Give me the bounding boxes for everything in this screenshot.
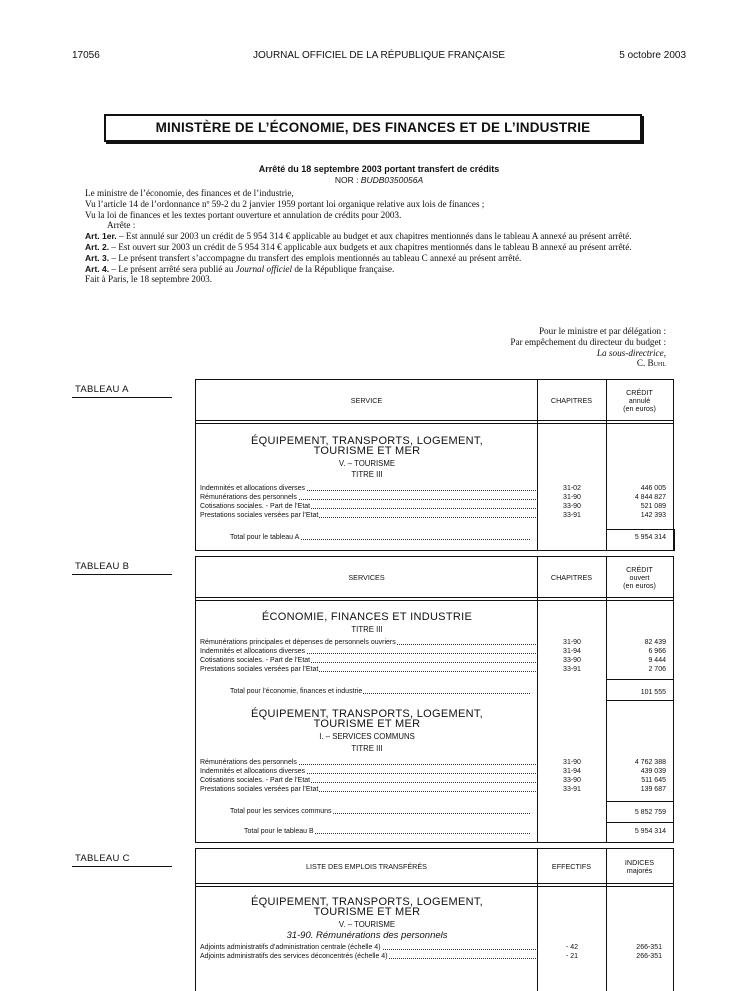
header-divider xyxy=(196,883,673,884)
tableau-b-label: TABLEAU B xyxy=(75,561,130,572)
header-effectifs: EFFECTIFS xyxy=(551,862,592,871)
subtotal-value: 101 555 xyxy=(640,689,666,696)
table-row: Cotisations sociales. - Part de l’Etat xyxy=(200,656,538,665)
amount-cell: 521 089 xyxy=(640,503,666,510)
chapitre-cell: 31-94 xyxy=(563,648,581,655)
table-row: Indemnités et allocations diverses xyxy=(200,484,538,493)
article-text: – Est annulé sur 2003 un crédit de 5 954 314 € applicable au budget et aux chapitres mentionnés dans le tableau A annexé au présent arrêté. xyxy=(116,231,632,242)
signature-block xyxy=(510,326,666,369)
chapitre-cell: 33-90 xyxy=(563,777,581,784)
titre-label: TITRE III xyxy=(351,470,383,479)
journal-title: JOURNAL OFFICIEL DE LA RÉPUBLIQUE FRANÇAISE xyxy=(252,50,506,61)
header-divider xyxy=(196,423,673,424)
article-1 xyxy=(73,231,683,242)
signature-line: La sous-directrice, xyxy=(596,347,666,358)
arrete-title: Arrêté du 18 septembre 2003 portant transfert de crédits xyxy=(258,164,500,174)
article-text: – Le présent transfert s’accompagne du transfert des emplois mentionnés au tableau C annexé au présent arrêté. xyxy=(109,252,522,263)
nor-line xyxy=(72,175,686,185)
article-text: de la République française. xyxy=(292,263,395,274)
header-service: SERVICE xyxy=(350,396,383,405)
subsection-title: I. – SERVICES COMMUNS xyxy=(319,732,415,741)
article-label: Art. 4. xyxy=(85,263,110,274)
table-row: Cotisations sociales. - Part de l’Etat xyxy=(200,502,538,511)
chapitre-cell: 31-90 xyxy=(563,494,581,501)
arrete-body xyxy=(85,188,683,285)
section-title: TOURISME ET MER xyxy=(313,718,421,730)
chapitre-cell: 31-02 xyxy=(563,485,581,492)
tableau-c-label: TABLEAU C xyxy=(75,853,130,864)
header-chapitres: CHAPITRES xyxy=(550,573,593,582)
header-credit xyxy=(606,566,673,590)
table-row: Rémunérations des personnels xyxy=(200,493,538,502)
subsection-title: V. – TOURISME xyxy=(338,459,396,468)
header-credit-line: (en euros) xyxy=(623,581,656,590)
divider xyxy=(72,397,172,398)
header-divider xyxy=(196,600,673,601)
titre-label: TITRE III xyxy=(351,625,383,634)
article-2 xyxy=(73,242,683,253)
header-credit xyxy=(606,389,673,413)
header-credit-line: ouvert xyxy=(629,573,650,582)
chapter-line: 31-90. Rémunérations des personnels xyxy=(286,930,448,941)
table-row: Prestations sociales versées par l’Etat xyxy=(200,511,538,520)
header-divider xyxy=(196,420,673,421)
chapitre-cell: 31-90 xyxy=(563,639,581,646)
article-label: Art. 2. xyxy=(85,241,110,252)
tableau-a-label: TABLEAU A xyxy=(75,384,129,395)
preamble-line: Vu l’article 14 de l’ordonnance nº 59-2 du 2 janvier 1959 portant loi organique relative aux lois de finances ; xyxy=(85,198,485,209)
tableau-a xyxy=(195,379,674,551)
publication-date: 5 octobre 2003 xyxy=(619,50,686,61)
article-text: – Est ouvert sur 2003 un crédit de 5 954 314 € applicable aux budgets et aux chapitres mentionnés dans le tableau B annexé au présent arrêté. xyxy=(109,241,632,252)
table-row: Indemnités et allocations diverses xyxy=(200,767,538,776)
tableau-c xyxy=(195,848,674,991)
chapitre-cell: 33-90 xyxy=(563,503,581,510)
header-credit-line: CRÉDIT xyxy=(626,565,653,574)
article-label: Art. 3. xyxy=(85,252,110,263)
effectif-cell: - 42 xyxy=(565,944,579,951)
header-divider xyxy=(196,597,673,598)
article-text: – Le présent arrêté sera publié au xyxy=(109,263,236,274)
table-row: Adjoints administratifs des services déconcentrés (échelle 4) xyxy=(200,952,538,961)
table-row: Cotisations sociales. - Part de l’Etat xyxy=(200,776,538,785)
header-indices xyxy=(606,859,673,875)
signature-line: Par empêchement du directeur du budget : xyxy=(510,336,666,347)
effectif-cell: - 21 xyxy=(565,953,579,960)
indices-cell: 266-351 xyxy=(636,944,662,951)
article-3 xyxy=(85,253,683,264)
table-row: Indemnités et allocations diverses xyxy=(200,647,538,656)
amount-cell: 142 393 xyxy=(640,512,666,519)
amount-cell: 9 444 xyxy=(648,657,666,664)
amount-cell: 2 706 xyxy=(648,666,666,673)
ministry-banner xyxy=(104,114,642,142)
subsection-title: V. – TOURISME xyxy=(338,920,396,929)
header-credit-line: CRÉDIT xyxy=(626,388,653,397)
section-title: TOURISME ET MER xyxy=(313,445,421,457)
section-title: ÉCONOMIE, FINANCES ET INDUSTRIE xyxy=(261,611,473,623)
header-divider xyxy=(196,886,673,887)
total-row: Total pour le tableau B xyxy=(244,827,530,836)
amount-cell: 446 005 xyxy=(640,485,666,492)
header-indices-line: majorés xyxy=(626,866,653,875)
signature-line: Pour le ministre et par délégation : xyxy=(538,326,666,336)
subtotal-value: 5 852 759 xyxy=(634,809,666,816)
amount-cell: 4 844 827 xyxy=(634,494,666,501)
section-title: TOURISME ET MER xyxy=(313,906,421,918)
table-row: Rémunérations principales et dépenses de personnels ouvriers xyxy=(200,638,538,647)
nor-label: NOR : xyxy=(334,175,361,185)
divider xyxy=(72,866,172,867)
table-row: Prestations sociales versées par l’Etat xyxy=(200,785,538,794)
table-row: Rémunérations des personnels xyxy=(200,758,538,767)
done-at: Fait à Paris, le 18 septembre 2003. xyxy=(85,274,213,285)
article-label: Art. 1er. xyxy=(85,231,117,242)
nor-code: BUDB0350056A xyxy=(360,175,424,185)
amount-cell: 82 439 xyxy=(644,639,666,646)
article-text-italic: Journal officiel xyxy=(235,263,293,274)
header-chapitres: CHAPITRES xyxy=(550,396,593,405)
chapitre-cell: 31-94 xyxy=(563,768,581,775)
chapitre-cell: 33-91 xyxy=(563,666,581,673)
chapitre-cell: 33-91 xyxy=(563,786,581,793)
subtotal-row: Total pour l’économie, finances et industrie xyxy=(230,687,530,696)
header-credit-line: annulé xyxy=(628,396,651,405)
section-title: ÉQUIPEMENT, TRANSPORTS, LOGEMENT, xyxy=(251,708,483,720)
amount-cell: 511 645 xyxy=(641,777,666,784)
preamble-line: Le ministre de l’économie, des finances et de l’industrie, xyxy=(85,188,294,198)
subtotal-row: Total pour les services communs xyxy=(230,807,530,816)
page-number: 17056 xyxy=(72,50,100,61)
table-row: Adjoints administratifs d’administration centrale (échelle 4) xyxy=(200,943,538,952)
page-header xyxy=(72,50,686,64)
amount-cell: 439 039 xyxy=(640,768,666,775)
chapitre-cell: 33-91 xyxy=(563,512,581,519)
signatory-name: C. Buhl xyxy=(636,358,666,369)
amount-cell: 4 762 388 xyxy=(634,759,666,766)
ministry-title: MINISTÈRE DE L’ÉCONOMIE, DES FINANCES ET DE L’INDUSTRIE xyxy=(155,120,591,135)
total-value: 5 954 314 xyxy=(634,534,666,541)
total-value: 5 954 314 xyxy=(634,828,666,835)
preamble-line: Vu la loi de finances et les textes portant ouverture et annulation de crédits pour 2003. xyxy=(85,209,402,220)
header-credit-line: (en euros) xyxy=(623,404,656,413)
table-row: Prestations sociales versées par l’Etat xyxy=(200,665,538,674)
chapitre-cell: 33-90 xyxy=(563,657,581,664)
header-services: SERVICES xyxy=(348,573,385,582)
header-liste: LISTE DES EMPLOIS TRANSFÉRÉS xyxy=(306,862,427,871)
total-row: Total pour le tableau A xyxy=(230,533,530,542)
indices-cell: 266-351 xyxy=(636,953,662,960)
article-4 xyxy=(85,264,683,275)
amount-cell: 6 966 xyxy=(648,648,666,655)
tableau-b xyxy=(195,556,674,843)
arrete-keyword: Arrête : xyxy=(107,220,136,231)
titre-label: TITRE III xyxy=(351,744,383,753)
section-title: ÉQUIPEMENT, TRANSPORTS, LOGEMENT, xyxy=(251,435,483,447)
section-title: ÉQUIPEMENT, TRANSPORTS, LOGEMENT, xyxy=(251,896,483,908)
header-indices-line: INDICES xyxy=(624,858,655,867)
divider xyxy=(72,574,172,575)
amount-cell: 139 687 xyxy=(640,786,666,793)
chapitre-cell: 31-90 xyxy=(563,759,581,766)
